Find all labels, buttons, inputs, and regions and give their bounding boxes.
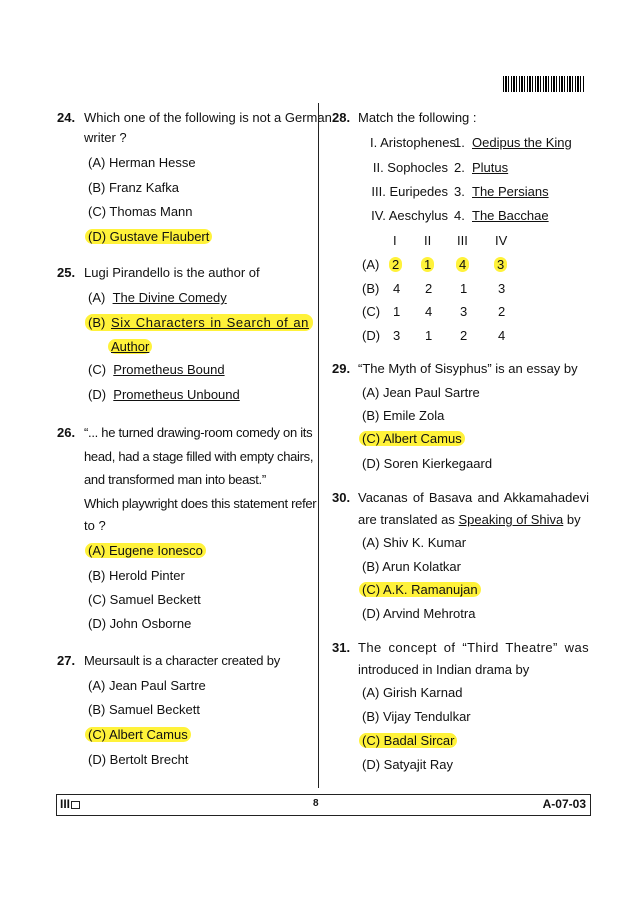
table-cell: 2 — [498, 304, 506, 319]
match-num: 2. — [454, 160, 465, 175]
table-head: II — [424, 233, 432, 248]
question-number: 29. — [332, 361, 351, 376]
table-row-label: (C) — [362, 304, 381, 319]
question-number: 24. — [57, 110, 76, 125]
match-left: IV. Aeschylus — [371, 208, 448, 223]
table-cell: 2 — [425, 281, 433, 296]
question-text: by — [563, 512, 581, 527]
question-text: are translated as — [358, 512, 459, 527]
question-number: 26. — [57, 425, 76, 440]
table-cell-highlighted: 2 — [389, 257, 402, 272]
match-right: Plutus — [472, 160, 509, 175]
table-cell: 4 — [393, 281, 401, 296]
option-title: Six Characters in Search of an — [111, 315, 309, 330]
page-footer — [56, 794, 591, 816]
table-cell-highlighted: 1 — [421, 257, 434, 272]
table-cell: 3 — [498, 281, 506, 296]
question-text: writer ? — [84, 130, 127, 145]
question-text: Meursault is a character created by — [84, 653, 281, 668]
question-number: 31. — [332, 640, 351, 655]
option-label: (D) — [88, 387, 107, 402]
option: (B) Arun Kolatkar — [362, 559, 461, 574]
table-cell: 4 — [498, 328, 506, 343]
option-label: (A) — [88, 290, 106, 305]
question-text: “The Myth of Sisyphus” is an essay by — [358, 361, 578, 376]
option: (B) Samuel Beckett — [88, 702, 200, 717]
option-highlighted: (C) Albert Camus — [85, 727, 191, 742]
question-text: Match the following : — [358, 110, 477, 125]
option-highlighted: (A) Eugene Ionesco — [85, 543, 206, 558]
match-right: The Bacchae — [472, 208, 549, 223]
option-label: (B) — [88, 315, 106, 330]
option-title: The Divine Comedy — [112, 290, 227, 305]
option-highlighted: (C) Badal Sircar — [359, 733, 457, 748]
option: (B) Herold Pinter — [88, 568, 185, 583]
option: (D) Arvind Mehrotra — [362, 606, 476, 621]
match-num: 4. — [454, 208, 465, 223]
paper-code: A-07-03 — [542, 797, 586, 811]
table-head: IV — [495, 233, 508, 248]
option: (A) Jean Paul Sartre — [362, 385, 480, 400]
option-label: (C) — [88, 362, 107, 377]
option: (A) Jean Paul Sartre — [88, 678, 206, 693]
match-left: III. Euripedes — [371, 184, 448, 199]
table-cell: 2 — [460, 328, 468, 343]
question-text: “... he turned drawing-room comedy on its — [84, 425, 313, 440]
option: (A) Herman Hesse — [88, 155, 196, 170]
match-left: I. Aristophenes — [370, 135, 456, 150]
table-cell: 1 — [393, 304, 401, 319]
option: (D) John Osborne — [88, 616, 192, 631]
table-cell-highlighted: 3 — [494, 257, 507, 272]
option: (C) Thomas Mann — [88, 204, 193, 219]
book-title: Speaking of Shiva — [458, 512, 564, 527]
option-title: Prometheus Bound — [113, 362, 225, 377]
table-row-label: (D) — [362, 328, 381, 343]
table-cell: 4 — [425, 304, 433, 319]
option-highlighted: (C) A.K. Ramanujan — [359, 582, 481, 597]
footer-label: III — [60, 797, 71, 811]
option: (D) Soren Kierkegaard — [362, 456, 493, 471]
page-number: 8 — [313, 798, 319, 809]
barcode — [503, 76, 585, 92]
question-text: and transformed man into beast.” — [84, 472, 266, 487]
option: (A) Shiv K. Kumar — [362, 535, 467, 550]
option: (B) Vijay Tendulkar — [362, 709, 471, 724]
table-cell: 3 — [460, 304, 468, 319]
option: (D) Satyajit Ray — [362, 757, 454, 772]
column-divider — [318, 103, 319, 788]
question-number: 28. — [332, 110, 351, 125]
table-cell: 3 — [393, 328, 401, 343]
option: (B) Franz Kafka — [88, 180, 180, 195]
question-text: to ? — [84, 518, 106, 533]
option-highlighted: (C) Albert Camus — [359, 431, 465, 446]
match-right: Oedipus the King — [472, 135, 572, 150]
table-head: III — [457, 233, 468, 248]
option: (B) Emile Zola — [362, 408, 445, 423]
question-text: Which one of the following is not a German — [84, 110, 332, 125]
match-num: 1. — [454, 135, 465, 150]
question-text: head, had a stage filled with empty chairs, — [84, 449, 314, 464]
question-text: Which playwright does this statement refer — [84, 496, 317, 511]
question-number: 27. — [57, 653, 76, 668]
match-right: The Persians — [472, 184, 549, 199]
question-text: The concept of “Third Theatre” was — [358, 640, 589, 655]
table-cell: 1 — [425, 328, 433, 343]
match-left: II. Sophocles — [372, 160, 448, 175]
option-title: Prometheus Unbound — [113, 387, 240, 402]
box-icon — [71, 801, 80, 809]
table-row-label: (B) — [362, 281, 380, 296]
question-text: introduced in Indian drama by — [358, 662, 530, 677]
match-num: 3. — [454, 184, 465, 199]
table-head: I — [393, 233, 397, 248]
question-text: Lugi Pirandello is the author of — [84, 265, 260, 280]
question-number: 25. — [57, 265, 76, 280]
option: (C) Samuel Beckett — [88, 592, 201, 607]
question-text: Vacanas of Basava and Akkamahadevi — [358, 490, 589, 505]
table-cell-highlighted: 4 — [456, 257, 469, 272]
table-cell: 1 — [460, 281, 468, 296]
option-title-cont: Author — [108, 339, 152, 354]
question-number: 30. — [332, 490, 351, 505]
table-row-label: (A) — [362, 257, 380, 272]
option-highlighted: (D) Gustave Flaubert — [85, 229, 212, 244]
option: (D) Bertolt Brecht — [88, 752, 189, 767]
option: (A) Girish Karnad — [362, 685, 463, 700]
